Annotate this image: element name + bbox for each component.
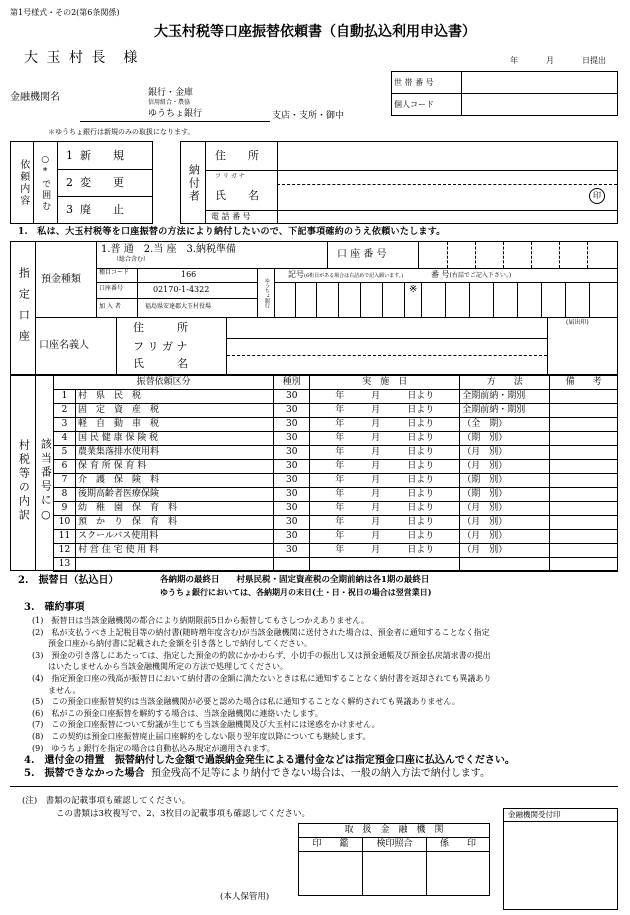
holder-label: 口座名義人	[39, 340, 89, 351]
bank-type-2: 信用組合・農協	[148, 99, 191, 106]
bank-seal-field[interactable]	[299, 852, 363, 896]
bank-col-seal: 印 鑑	[299, 838, 363, 852]
table-row[interactable]: 6 保 育 所 保 育 料 30 年 月 日より （月 別）	[54, 460, 618, 474]
bank-branch: 支店・支所・御中	[272, 111, 345, 121]
date-month: 月	[546, 56, 554, 65]
payer-address-field[interactable]	[279, 144, 615, 168]
table-row[interactable]: 1 村 県 民 税 30 年 月 日より 全期前納・期別	[54, 390, 618, 404]
member-value: 福島県安達郡大玉村役場	[145, 303, 212, 310]
section-2-title: 2. 振替日（払込日）	[18, 575, 119, 586]
table-row[interactable]: 8 後期高齢者医療保険 30 年 月 日より （期 別）	[54, 488, 618, 502]
kigou-field[interactable]	[274, 282, 404, 317]
asterisk-mark: ※	[409, 284, 418, 295]
table-row[interactable]: 13	[54, 558, 618, 572]
bank-type-1: 銀行・金庫	[148, 88, 194, 98]
table-row[interactable]: 12 村 営 住 宅 使 用 料 30 年 月 日より （月 別）	[54, 544, 618, 558]
payer-address-label: 住 所	[215, 149, 259, 162]
deposit-types-note: （総合含む）	[113, 256, 150, 263]
transfer-side-label: 村税等の内訳	[17, 439, 31, 523]
table-row[interactable]: 11 スクールバス使用料 30 年 月 日より （月 別）	[54, 530, 618, 544]
table-row[interactable]: 10 預 か り 保 育 料 30 年 月 日より （月 別）	[54, 516, 618, 530]
footer-note-1: (注) 書類の記載事項も確認してください。	[22, 796, 191, 806]
date-year: 年	[510, 56, 518, 65]
payer-phone-field[interactable]	[279, 211, 615, 222]
request-circle-note: ○*で囲む	[40, 154, 51, 212]
deposit-type-label: 預金種類	[41, 274, 81, 285]
col-header-remarks: 備 考	[550, 376, 618, 390]
payer-name-label: 氏 名	[215, 189, 259, 202]
seal-mark: 印	[589, 188, 605, 204]
deposit-types[interactable]: 1.普 通 2.当 座 3.納税準備	[101, 244, 236, 255]
inst-code-label: 種目コード	[99, 269, 130, 276]
household-no-label: 世 帯 番 号	[392, 72, 462, 94]
request-option-3[interactable]: 3 廃 止	[66, 203, 124, 216]
request-box	[10, 141, 153, 224]
holder-furigana-label: フ リ ガ ナ	[133, 340, 188, 353]
section-2-text-2: ゆうちょ銀行においては、各納期月の末日(土・日・祝日の場合は翌営業日)	[160, 587, 432, 597]
acct-label: 口座番号	[99, 285, 124, 292]
footer-divider	[10, 786, 618, 787]
holder-name-field[interactable]	[229, 357, 545, 373]
bank-note: ＊ゆうちょ銀行は新規のみの取扱になります。	[48, 128, 195, 136]
personal-code-field[interactable]	[462, 94, 618, 116]
section-1-text: 1. 私は、大玉村税等を口座振替の方法により納付したいので、下記事項確約のうえ依頼いたします。	[18, 227, 446, 237]
table-row[interactable]: 4 国 民 健 康 保 険 税 30 年 月 日より （期 別）	[54, 432, 618, 446]
receipt-stamp-box[interactable]	[503, 808, 618, 910]
page-title: 大玉村税等口座振替依頼書（自動払込利用申込書）	[154, 24, 476, 40]
table-row[interactable]: 2 固 定 資 産 税 30 年 月 日より 全期前納・期別	[54, 404, 618, 418]
kigou-label: 記号(6桁目がある場合は右詰めで記入願います。)	[288, 270, 404, 279]
request-option-2[interactable]: 2 変 更	[66, 176, 124, 189]
col-header-kind: 種別	[274, 376, 310, 390]
account-no-label: 口 座 番 号	[337, 249, 387, 260]
request-option-1[interactable]: 1 新 規	[66, 149, 124, 162]
member-label: 加 入 者	[99, 303, 121, 310]
bank-handling-table	[298, 823, 490, 896]
transfer-table	[53, 375, 618, 572]
section-2-text-1: 各納期の最終日 村県民税・固定資産税の全期前納は各1期の最終日	[160, 575, 430, 585]
bank-name-line	[80, 121, 270, 122]
footer-note-2: この書類は3枚複写で、2、3枚目の記載事項も確認してください。	[56, 809, 311, 819]
account-box	[10, 241, 618, 375]
account-side-label: 指定口座	[17, 267, 31, 351]
bank-check-field[interactable]	[363, 852, 427, 896]
yucho-vertical: ゆうちょ銀行	[263, 278, 270, 308]
acct-value: 02170-1-4322	[153, 285, 210, 294]
table-row[interactable]: 5 農業集落排水使用料 30 年 月 日より （月 別）	[54, 446, 618, 460]
section-4: 4. 還付金の措置 振替納付した金額で過誤納金発生による還付金などは指定預金口座に払込んでください。	[24, 755, 515, 766]
table-row[interactable]: 7 介 護 保 険 料 30 年 月 日より （期 別）	[54, 474, 618, 488]
section-3-items: (1) 振替日は当該金融機関の都合により納期限前5日から振替してもさしつかえありません。 (2) 私が支払うべき上記税目等の納付書(随時増年度含む)が当該金融機関に送付された場合は、預金者に通知することなく指定 預金口座から納付書に記載された金額を引き落としで納付してください。 (3) 預金の引き落しにあたっては、指定した預金の約款にかかわらず、小切手の振出し又は預金通帳及び預金払戻請求書の提出 はいたしませんから当該金融機関所定の方法で処理してください。 (4) 指定預金口座の残高が振替日において納付書の金額に満たないときは私に通知することなく納付書を返却されても異議あり ません。 (5) この預金口座振替契約は当該金融機関が必要と認めた場合は私に通知することなく解約されても異議ありません。 (6) 私がこの預金口座振替を解約する場合は、当該金融機関に連絡いたします。 (7) この預金口座振替について紛議が生じても当該金融機関及び大玉村には迷惑をかけません。 (8) この契約は預金口座振替廃止届口座解約をしない限り翌年度以降についても継続します。 (9) ゆうちょ銀行を指定の場合は自動払込み規定が適用されます。	[32, 616, 492, 753]
receipt-label: 金融機関受付印	[504, 809, 617, 822]
bank-table-title: 取 扱 金 融 機 関	[299, 824, 490, 838]
bank-type-3: ゆうちょ銀行	[148, 109, 203, 119]
holder-name-label: 氏 名	[133, 357, 188, 370]
inst-code: 166	[181, 270, 197, 279]
holder-address-field[interactable]	[229, 319, 545, 337]
bank-col-clerk: 係 印	[427, 838, 490, 852]
bank-col-check: 検印照合	[363, 838, 427, 852]
payer-phone-label: 電 話 番 号	[211, 212, 251, 221]
col-header-method: 方 法	[460, 376, 550, 390]
col-header-date: 実 施 日	[310, 376, 460, 390]
copy-label: (本人保管用)	[220, 892, 270, 902]
section-5: 5. 振替できなかった場合 預金残高不足等により納付できない場合は、一般の納入方法で納付します。	[24, 768, 491, 779]
payer-box	[180, 141, 618, 224]
col-header-category: 振替依頼区分	[54, 376, 274, 390]
bank-label: 金融機関名	[10, 92, 60, 103]
household-no-field[interactable]	[462, 72, 618, 94]
addressee: 大 玉 村 長 様	[24, 50, 140, 66]
form-number: 第1号様式・その2(第6条関係)	[10, 8, 120, 17]
holder-address-label: 住 所	[133, 321, 188, 334]
transfer-circle-label: 該当番号に○	[39, 438, 53, 524]
bangou-label: 番 号(右詰でご記入下さい。)	[431, 270, 512, 279]
table-row[interactable]: 3 軽 自 動 車 税 30 年 月 日より （全 期）	[54, 418, 618, 432]
table-row[interactable]: 9 幼 稚 園 保 育 料 30 年 月 日より （月 別）	[54, 502, 618, 516]
payer-name-field[interactable]	[279, 186, 579, 208]
date-day: 日提出	[582, 56, 606, 65]
account-no-field[interactable]	[419, 242, 617, 268]
yucho-info	[97, 268, 257, 317]
payer-label: 納付者	[187, 163, 201, 203]
bangou-field[interactable]	[421, 282, 617, 317]
seal-label: (届出印)	[566, 319, 589, 326]
personal-code-label: 個人コード	[392, 94, 462, 116]
section-3-title: 3. 確約事項	[24, 602, 85, 613]
request-label: 依頼内容	[17, 159, 29, 207]
bank-clerk-field[interactable]	[427, 852, 490, 896]
payer-furigana-label: フ リ ガ ナ	[215, 173, 245, 180]
household-table	[391, 71, 618, 116]
